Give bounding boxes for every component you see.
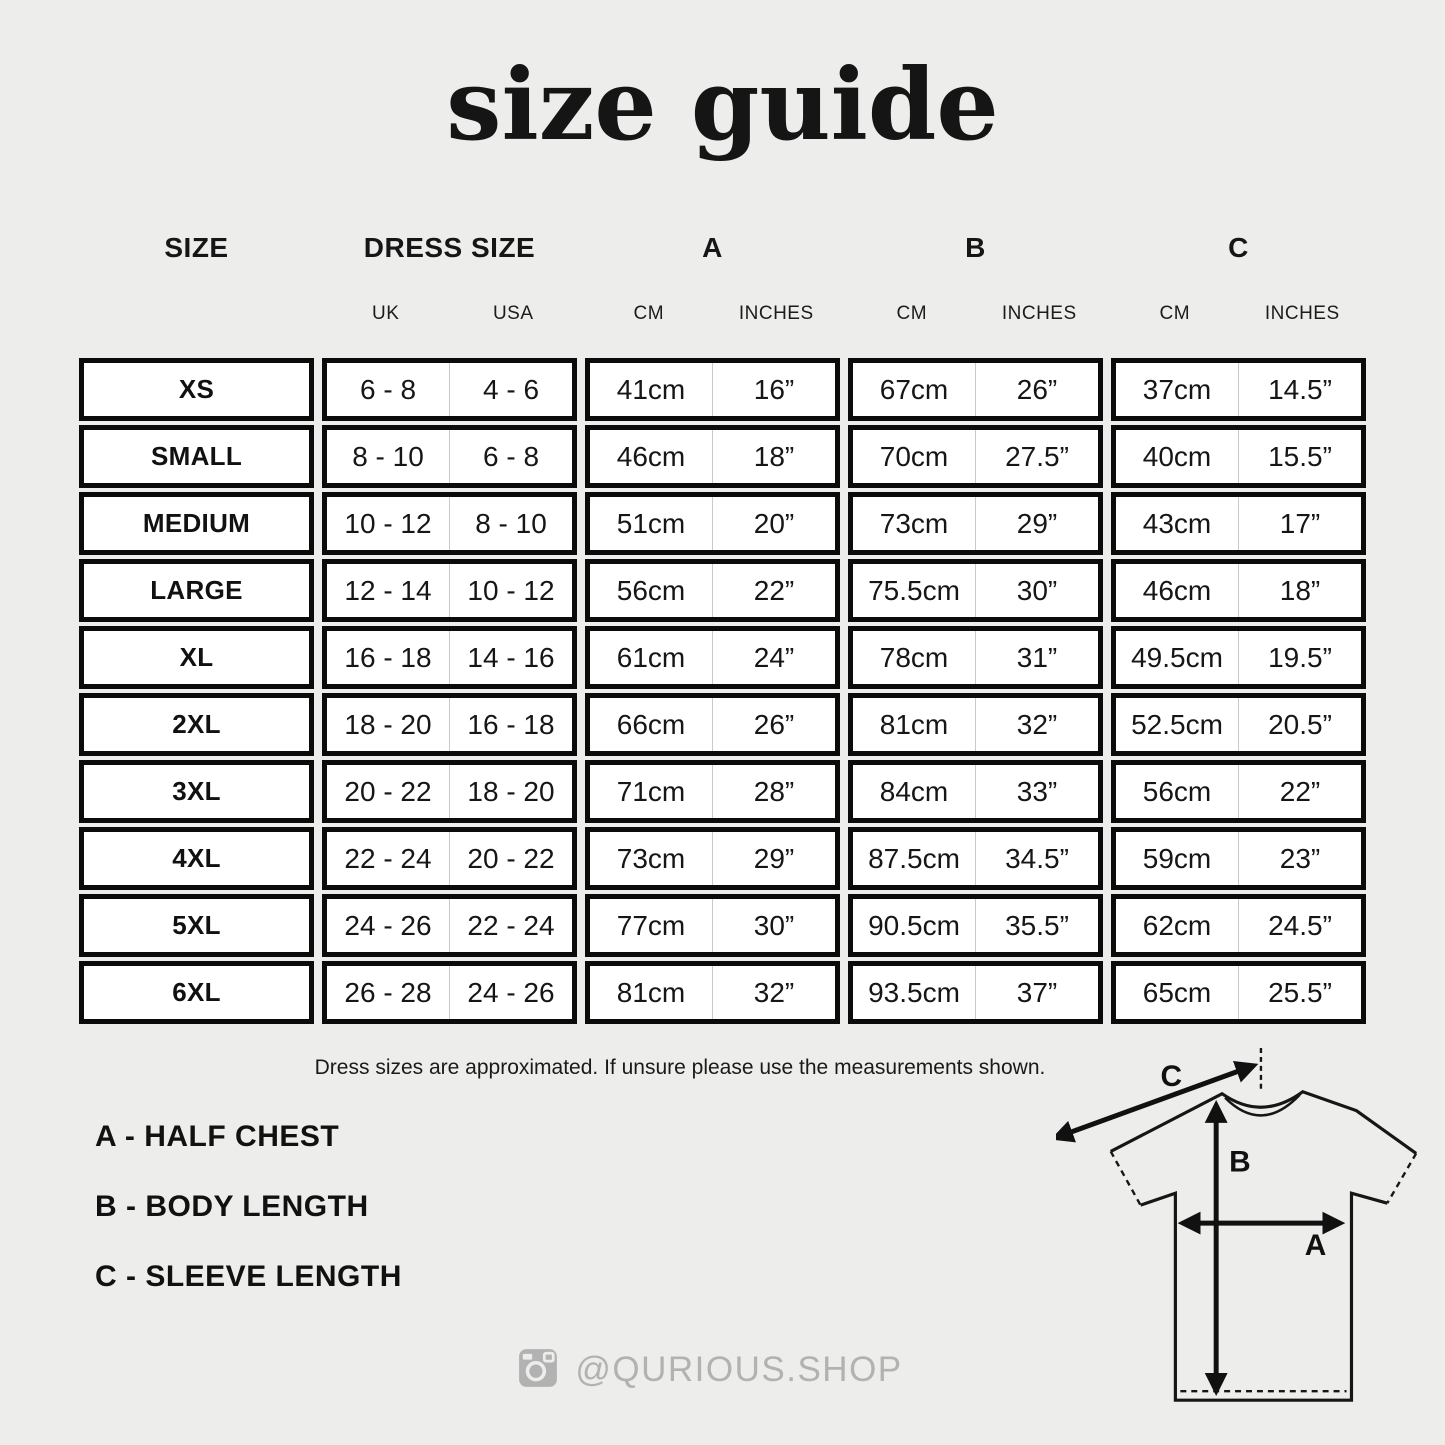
c-cell: 56cm 22” bbox=[1111, 760, 1366, 823]
b-cell: 81cm 32” bbox=[848, 693, 1103, 756]
diagram-label-b: B bbox=[1229, 1145, 1251, 1179]
tshirt-measurement-diagram bbox=[1056, 1034, 1444, 1444]
c-cell: 43cm 17” bbox=[1111, 492, 1366, 555]
subheader-uk: UK bbox=[372, 303, 400, 324]
a-cell: 66cm 26” bbox=[585, 693, 840, 756]
subheader-a-cm: CM bbox=[633, 303, 665, 324]
page-title: size guide bbox=[446, 48, 999, 163]
c-cell: 52.5cm 20.5” bbox=[1111, 693, 1366, 756]
dress-size-cell: 22 - 24 20 - 22 bbox=[322, 827, 577, 890]
subheader-usa: USA bbox=[492, 303, 534, 324]
size-cell: SMALL bbox=[79, 425, 314, 488]
dress-size-cell: 16 - 18 14 - 16 bbox=[322, 626, 577, 689]
size-cell: 3XL bbox=[79, 760, 314, 823]
a-cell: 73cm 29” bbox=[585, 827, 840, 890]
size-cell: LARGE bbox=[79, 559, 314, 622]
dress-size-note: Dress sizes are approximated. If unsure please use the measurements shown. bbox=[314, 1056, 1046, 1079]
social-row bbox=[460, 1346, 960, 1394]
c-cell: 37cm 14.5” bbox=[1111, 358, 1366, 421]
subheader-b bbox=[848, 300, 1103, 328]
a-cell: 77cm 30” bbox=[585, 894, 840, 957]
diagram-label-c: C bbox=[1160, 1059, 1183, 1093]
dress-size-cell: 10 - 12 8 - 10 bbox=[322, 492, 577, 555]
instagram-icon bbox=[517, 1347, 559, 1394]
b-cell: 90.5cm 35.5” bbox=[848, 894, 1103, 957]
b-cell: 78cm 31” bbox=[848, 626, 1103, 689]
instagram-handle: @QURIOUS.SHOP bbox=[575, 1350, 903, 1389]
diagram-label-a: A bbox=[1304, 1228, 1327, 1262]
col-header-size: SIZE bbox=[164, 232, 229, 263]
dress-size-cell: 6 - 8 4 - 6 bbox=[322, 358, 577, 421]
a-cell: 56cm 22” bbox=[585, 559, 840, 622]
size-table bbox=[79, 358, 1366, 1024]
subheader-a bbox=[585, 300, 840, 328]
a-cell: 61cm 24” bbox=[585, 626, 840, 689]
legend-body-length: B - BODY LENGTH bbox=[95, 1190, 369, 1223]
a-cell: 51cm 20” bbox=[585, 492, 840, 555]
a-cell: 81cm 32” bbox=[585, 961, 840, 1024]
subheader-dress-size bbox=[322, 300, 577, 328]
table-header-row bbox=[79, 230, 1366, 266]
b-cell: 73cm 29” bbox=[848, 492, 1103, 555]
a-cell: 46cm 18” bbox=[585, 425, 840, 488]
b-cell: 70cm 27.5” bbox=[848, 425, 1103, 488]
size-cell: MEDIUM bbox=[79, 492, 314, 555]
subheader-b-inches: INCHES bbox=[1001, 303, 1077, 324]
subheader-b-cm: CM bbox=[896, 303, 928, 324]
legend-sleeve-length: C - SLEEVE LENGTH bbox=[95, 1260, 402, 1293]
c-cell: 59cm 23” bbox=[1111, 827, 1366, 890]
subheader-c-cm: CM bbox=[1159, 303, 1191, 324]
size-cell: 6XL bbox=[79, 961, 314, 1024]
col-header-a: A bbox=[702, 232, 723, 263]
c-cell: 49.5cm 19.5” bbox=[1111, 626, 1366, 689]
size-cell: 4XL bbox=[79, 827, 314, 890]
subheader-c bbox=[1111, 300, 1366, 328]
b-cell: 93.5cm 37” bbox=[848, 961, 1103, 1024]
right-cuff-dashed bbox=[1387, 1153, 1416, 1203]
arrow-c bbox=[1056, 1066, 1253, 1138]
col-header-dress-size: DRESS SIZE bbox=[363, 232, 536, 263]
subheader-c-inches: INCHES bbox=[1264, 303, 1340, 324]
dress-size-cell: 8 - 10 6 - 8 bbox=[322, 425, 577, 488]
size-cell: 5XL bbox=[79, 894, 314, 957]
dress-size-cell: 12 - 14 10 - 12 bbox=[322, 559, 577, 622]
dress-size-cell: 20 - 22 18 - 20 bbox=[322, 760, 577, 823]
measurement-legend bbox=[95, 1120, 402, 1330]
a-cell: 71cm 28” bbox=[585, 760, 840, 823]
legend-half-chest: A - HALF CHEST bbox=[95, 1120, 340, 1153]
size-cell: 2XL bbox=[79, 693, 314, 756]
c-cell: 62cm 24.5” bbox=[1111, 894, 1366, 957]
b-cell: 75.5cm 30” bbox=[848, 559, 1103, 622]
b-cell: 84cm 33” bbox=[848, 760, 1103, 823]
c-cell: 65cm 25.5” bbox=[1111, 961, 1366, 1024]
c-cell: 46cm 18” bbox=[1111, 559, 1366, 622]
dress-size-cell: 26 - 28 24 - 26 bbox=[322, 961, 577, 1024]
dress-size-cell: 18 - 20 16 - 18 bbox=[322, 693, 577, 756]
subheader-a-inches: INCHES bbox=[738, 303, 814, 324]
table-subheader-row bbox=[79, 300, 1366, 328]
size-cell: XL bbox=[79, 626, 314, 689]
dress-size-cell: 24 - 26 22 - 24 bbox=[322, 894, 577, 957]
subheader-spacer bbox=[79, 300, 314, 328]
left-cuff-dashed bbox=[1111, 1151, 1141, 1205]
c-cell: 40cm 15.5” bbox=[1111, 425, 1366, 488]
size-cell: XS bbox=[79, 358, 314, 421]
b-cell: 67cm 26” bbox=[848, 358, 1103, 421]
col-header-b: B bbox=[965, 232, 986, 263]
col-header-c: C bbox=[1228, 232, 1249, 263]
b-cell: 87.5cm 34.5” bbox=[848, 827, 1103, 890]
a-cell: 41cm 16” bbox=[585, 358, 840, 421]
collar-line bbox=[1225, 1095, 1300, 1116]
